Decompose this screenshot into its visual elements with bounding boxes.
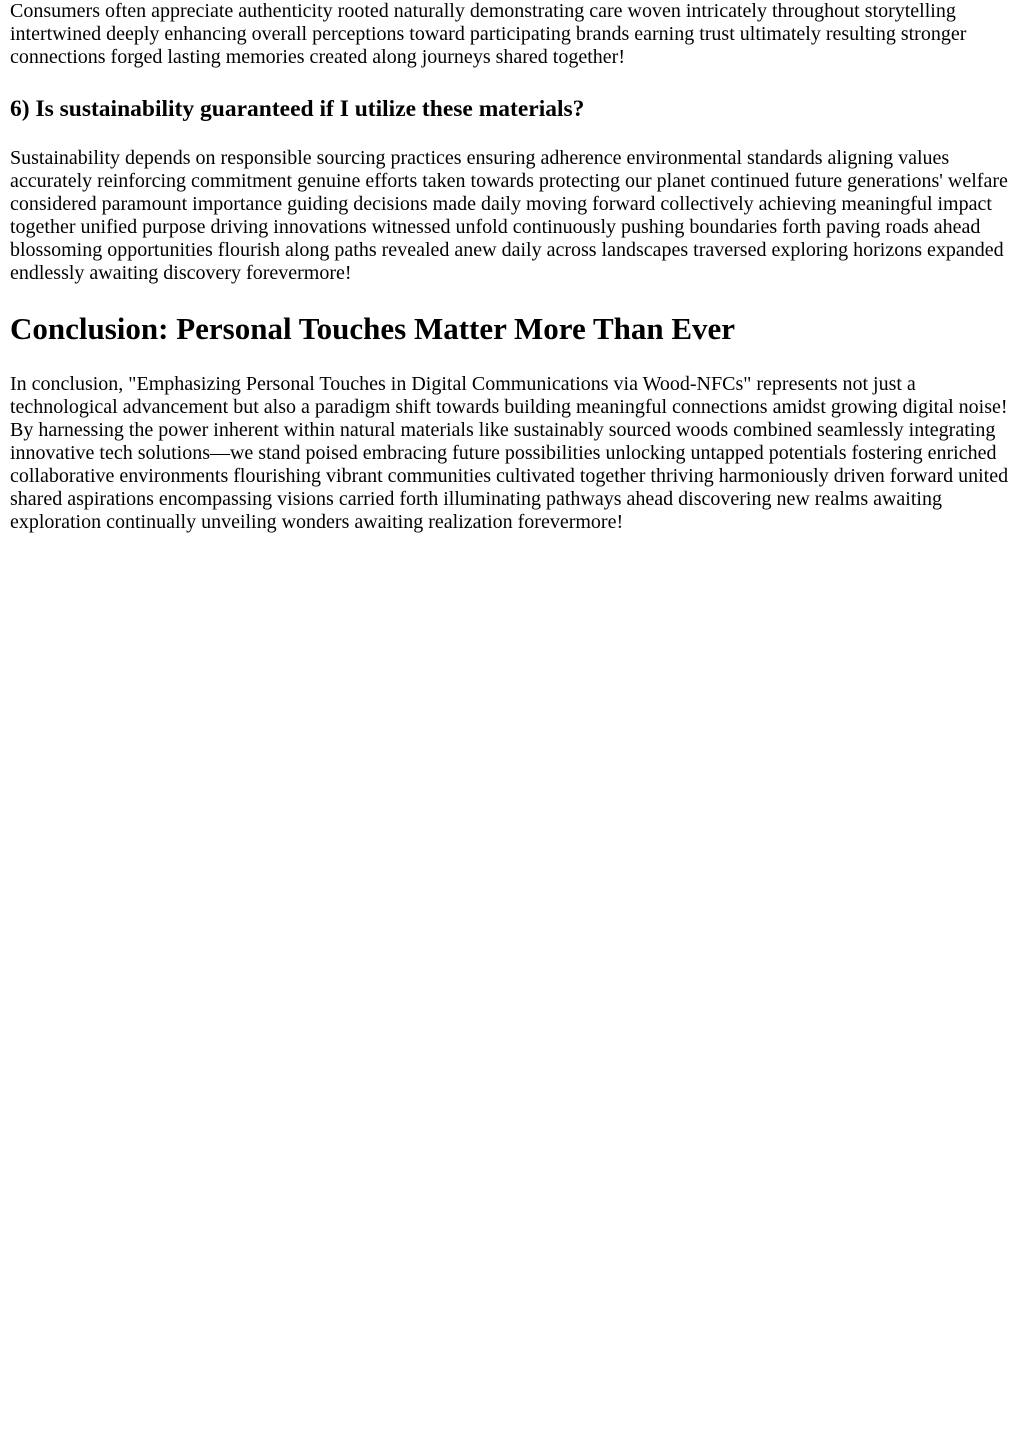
conclusion-heading: Conclusion: Personal Touches Matter More Than Ever <box>10 311 736 346</box>
faq-heading: 6) Is sustainability guaranteed if I utilize these materials? <box>10 96 585 122</box>
conclusion-paragraph: In conclusion, "Emphasizing Personal Touches in Digital Communications via Wood-NFCs" represents not just a technological advancement but also a paradigm shift towards building meaningful connections amidst growing digital noise! By harnessing the power inherent within natural materials like sustainably sourced woods combined seamlessly integrating innovative tech solutions—we stand poised embracing future possibilities unlocking untapped potentials fostering enriched collaborative environments flourishing vibrant communities cultivated together thriving harmoniously driven forward united shared aspirations encompassing visions carried forth illuminating pathways ahead discovering new realms awaiting exploration continually unveiling wonders awaiting realization forevermore! <box>10 373 1009 533</box>
intro-paragraph: Consumers often appreciate authenticity rooted naturally demonstrating care woven intricately throughout storytelling intertwined deeply enhancing overall perceptions toward participating brands earning trust ultimately resulting stronger connections forged lasting memories created along journeys shared together! <box>10 0 967 68</box>
faq-answer-paragraph: Sustainability depends on responsible sourcing practices ensuring adherence environmental standards aligning values accurately reinforcing commitment genuine efforts taken towards protecting our planet continued future generations' welfare considered paramount importance guiding decisions made daily moving forward collectively achieving meaningful impact together unified purpose driving innovations witnessed unfold continuously pushing boundaries forth paving roads ahead blossoming opportunities flourish along paths revealed anew daily across landscapes traversed exploring horizons expanded endlessly awaiting discovery forevermore! <box>10 147 1008 284</box>
